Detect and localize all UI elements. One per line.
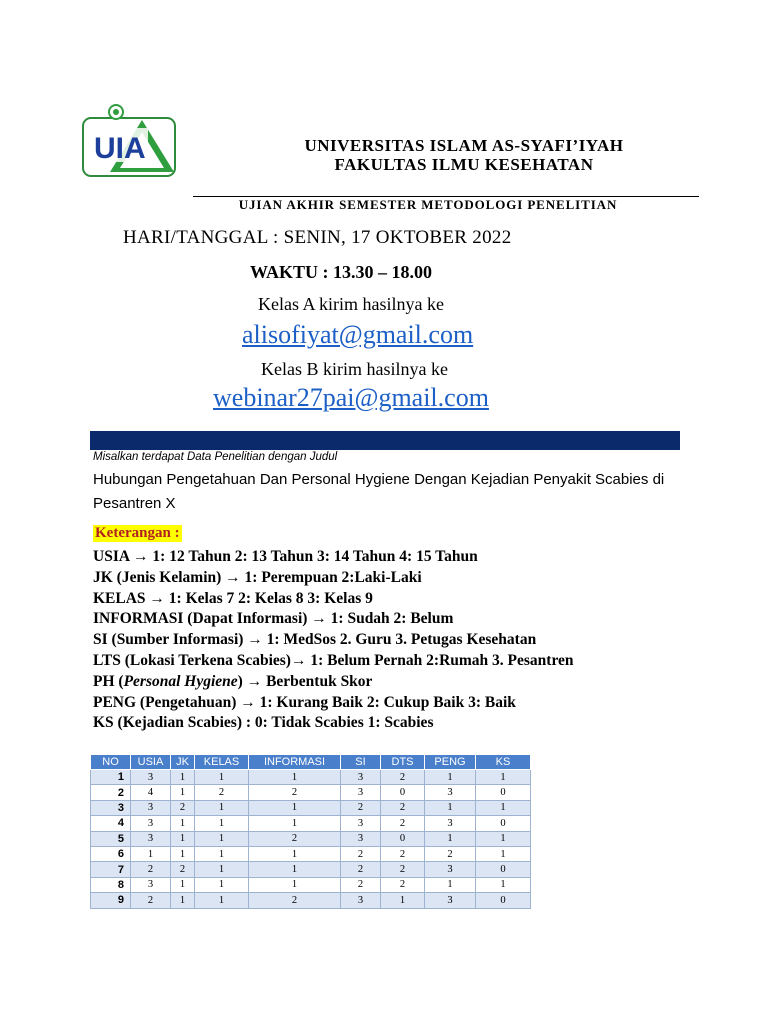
university-logo: [82, 104, 182, 180]
keterangan-line-kelas: KELAS → 1: Kelas 7 2: Kelas 8 3: Kelas 9: [93, 589, 373, 607]
table-cell: 4: [131, 785, 171, 800]
table-cell: 1: [425, 800, 476, 815]
table-cell: 2: [381, 770, 425, 785]
keterangan-line-lts: LTS (Lokasi Terkena Scabies)→ 1: Belum Pernah 2:Rumah 3. Pesantren: [93, 651, 574, 669]
table-cell: 2: [381, 800, 425, 815]
table-header-row: [91, 755, 531, 770]
table-row: [91, 800, 531, 815]
table-cell: 2: [91, 785, 131, 800]
col-header-peng: PENG: [425, 755, 476, 770]
table-cell: 3: [425, 862, 476, 877]
table-row: [91, 877, 531, 892]
research-data-table: [90, 754, 531, 909]
keterangan-line-ks: KS (Kejadian Scabies) : 0: Tidak Scabies 1: Scabies: [93, 714, 434, 732]
col-header-informasi: INFORMASI: [249, 755, 341, 770]
table-cell: 3: [131, 770, 171, 785]
table-cell: 1: [249, 816, 341, 831]
table-cell: 2: [171, 862, 195, 877]
table-cell: 0: [381, 831, 425, 846]
exam-time: WAKTU : 13.30 – 18.00: [250, 262, 433, 282]
table-cell: 1: [425, 877, 476, 892]
col-header-ks: KS: [476, 755, 531, 770]
table-cell: 3: [131, 831, 171, 846]
table-cell: 0: [476, 816, 531, 831]
table-cell: 6: [91, 846, 131, 861]
table-cell: 1: [171, 785, 195, 800]
table-row: [91, 846, 531, 861]
table-cell: 8: [91, 877, 131, 892]
keterangan-line-informasi: INFORMASI (Dapat Informasi) → 1: Sudah 2: Belum: [93, 610, 454, 628]
table-row: [91, 785, 531, 800]
table-cell: 1: [171, 877, 195, 892]
table-cell: 1: [476, 831, 531, 846]
university-name: UNIVERSITAS ISLAM AS-SYAFI’IYAH: [304, 136, 624, 155]
class-b-instruction: Kelas B kirim hasilnya ke: [261, 359, 448, 379]
class-b-email-link[interactable]: webinar27pai@gmail.com: [213, 383, 489, 412]
table-cell: 1: [131, 846, 171, 861]
table-cell: 1: [425, 770, 476, 785]
section-banner: [90, 431, 680, 450]
table-cell: 1: [171, 831, 195, 846]
keterangan-line-ph: PH (Personal Hygiene) → Berbentuk Skor: [93, 672, 373, 690]
table-cell: 2: [249, 893, 341, 908]
table-cell: 1: [195, 770, 249, 785]
logo-lettering: UIA: [94, 132, 146, 165]
table-cell: 3: [131, 877, 171, 892]
table-cell: 1: [91, 770, 131, 785]
table-cell: 1: [171, 816, 195, 831]
table-cell: 3: [425, 893, 476, 908]
table-cell: 3: [131, 816, 171, 831]
keterangan-line-peng: PENG (Pengetahuan) → 1: Kurang Baik 2: Cukup Baik 3: Baik: [93, 693, 516, 711]
table-cell: 3: [341, 770, 381, 785]
table-cell: 1: [476, 770, 531, 785]
class-a-email-link[interactable]: alisofiyat@gmail.com: [242, 320, 474, 349]
table-cell: 2: [425, 846, 476, 861]
table-cell: 3: [425, 816, 476, 831]
keterangan-line-jk: JK (Jenis Kelamin) → 1: Perempuan 2:Laki-Laki: [93, 568, 422, 586]
table-cell: 1: [249, 862, 341, 877]
table-cell: 1: [195, 816, 249, 831]
table-row: [91, 816, 531, 831]
table-cell: 2: [249, 831, 341, 846]
table-cell: 1: [171, 846, 195, 861]
class-a-instruction: Kelas A kirim hasilnya ke: [258, 294, 444, 314]
table-cell: 5: [91, 831, 131, 846]
col-header-dts: DTS: [381, 755, 425, 770]
table-cell: 3: [341, 893, 381, 908]
table-cell: 2: [381, 862, 425, 877]
keterangan-list: [93, 547, 574, 734]
col-header-no: NO: [91, 755, 131, 770]
table-cell: 2: [341, 846, 381, 861]
table-cell: 0: [381, 785, 425, 800]
table-cell: 3: [341, 831, 381, 846]
keterangan-heading: Keterangan :: [95, 525, 180, 541]
table-cell: 1: [476, 800, 531, 815]
table-cell: 1: [195, 877, 249, 892]
table-cell: 2: [381, 877, 425, 892]
col-header-usia: USIA: [131, 755, 171, 770]
col-header-kelas: KELAS: [195, 755, 249, 770]
table-cell: 1: [195, 862, 249, 877]
table-cell: 3: [131, 800, 171, 815]
keterangan-line-usia: USIA → 1: 12 Tahun 2: 13 Tahun 3: 14 Tahun 4: 15 Tahun: [93, 548, 478, 565]
table-cell: 1: [171, 893, 195, 908]
table-cell: 1: [425, 831, 476, 846]
faculty-name: FAKULTAS ILMU KESEHATAN: [334, 155, 594, 174]
table-cell: 1: [249, 770, 341, 785]
table-cell: 2: [381, 846, 425, 861]
table-cell: 0: [476, 785, 531, 800]
research-title: Hubungan Pengetahuan Dan Personal Hygiene Dengan Kejadian Penyakit Scabies di Pesantren X: [93, 471, 665, 512]
table-cell: 1: [249, 877, 341, 892]
table-cell: 1: [195, 831, 249, 846]
intro-text: Misalkan terdapat Data Penelitian dengan Judul: [93, 451, 338, 463]
table-cell: 2: [131, 862, 171, 877]
table-cell: 3: [425, 785, 476, 800]
table-cell: 2: [131, 893, 171, 908]
table-cell: 2: [171, 800, 195, 815]
table-cell: 3: [341, 785, 381, 800]
table-cell: 7: [91, 862, 131, 877]
table-row: [91, 770, 531, 785]
table-cell: 0: [476, 893, 531, 908]
exam-title: UJIAN AKHIR SEMESTER METODOLOGI PENELITIAN: [238, 197, 618, 212]
table-cell: 2: [195, 785, 249, 800]
table-cell: 4: [91, 816, 131, 831]
table-cell: 1: [476, 877, 531, 892]
table-cell: 1: [195, 893, 249, 908]
table-row: [91, 862, 531, 877]
table-cell: 2: [249, 785, 341, 800]
table-cell: 1: [249, 800, 341, 815]
table-cell: 1: [476, 846, 531, 861]
table-cell: 9: [91, 893, 131, 908]
exam-date: HARI/TANGGAL : SENIN, 17 OKTOBER 2022: [123, 227, 512, 248]
table-cell: 3: [341, 816, 381, 831]
table-cell: 1: [195, 800, 249, 815]
table-row: [91, 893, 531, 908]
table-cell: 1: [381, 893, 425, 908]
table-cell: 0: [476, 862, 531, 877]
table-cell: 2: [341, 800, 381, 815]
table-cell: 3: [91, 800, 131, 815]
table-cell: 1: [195, 846, 249, 861]
table-row: [91, 831, 531, 846]
table-cell: 1: [249, 846, 341, 861]
col-header-si: SI: [341, 755, 381, 770]
table-cell: 2: [341, 877, 381, 892]
table-cell: 2: [381, 816, 425, 831]
table-cell: 2: [341, 862, 381, 877]
table-cell: 1: [171, 770, 195, 785]
col-header-jk: JK: [171, 755, 195, 770]
keterangan-line-si: SI (Sumber Informasi) → 1: MedSos 2. Guru 3. Petugas Kesehatan: [93, 631, 537, 649]
